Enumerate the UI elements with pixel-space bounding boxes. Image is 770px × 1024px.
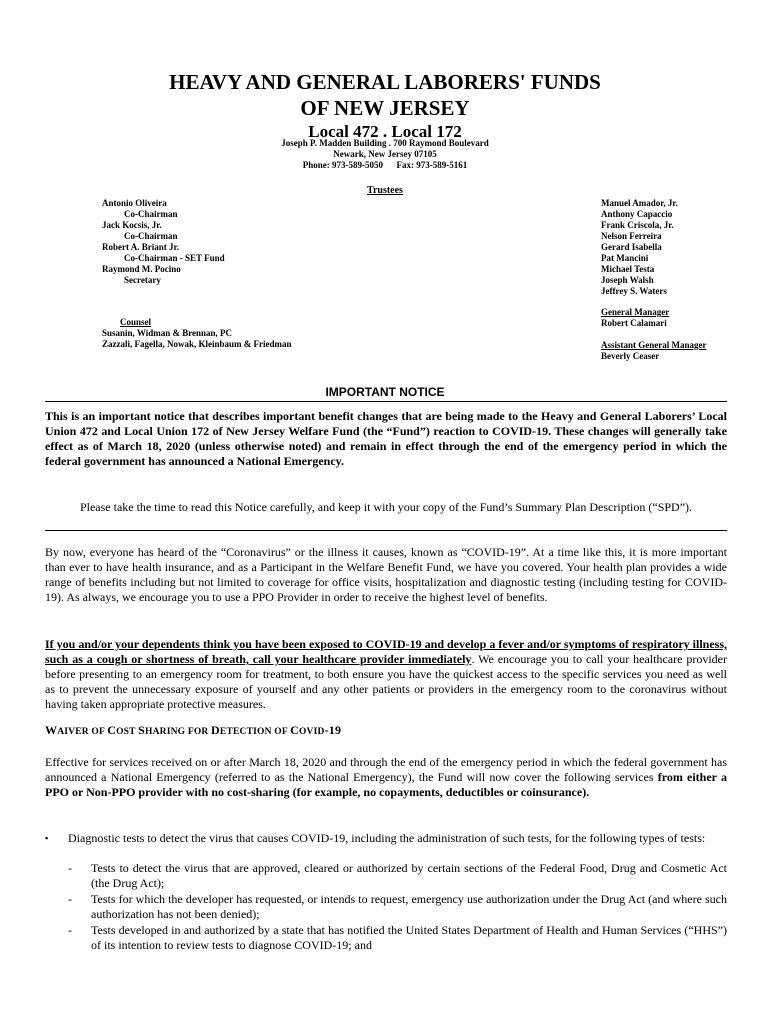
trustees-heading: Trustees [367, 185, 403, 196]
trustee-name: Joseph Walsh [601, 275, 654, 285]
trustee-name: Anthony Capaccio [601, 209, 673, 219]
sub-item-text: Tests for which the developer has requested, or intends to request, emergency use authorization under the Drug Act (and where such authorization has not been denied); [91, 892, 727, 921]
effective-bold-text: from either a PPO or Non-PPO provider with no cost-sharing (for example, no copayments, deductibles or coinsurance). [45, 770, 727, 799]
bullet-icon: ▪ [45, 833, 49, 843]
exposure-instruction: If you and/or your dependents think you have been exposed to COVID-19 and develop a fever and/or symptoms of respiratory illness, such as a cough or shortness of breath, call your healthcare provider immediately [45, 637, 727, 666]
heading-part: OST [116, 727, 139, 737]
locals-line: Local 472 . Local 172 [308, 122, 462, 141]
assistant-general-manager-block [601, 340, 707, 362]
effective-text: Effective for services received on or after March 18, 2020 and through the end of the emergency period in which the federal government has announced a National Emergency (referred to as the National Emergency), the Fund will now cover the following services [45, 755, 727, 784]
trustee-name: Manuel Amador, Jr. [601, 198, 678, 208]
trustee-name: Jeffrey S. Waters [601, 286, 667, 296]
divider [45, 530, 727, 531]
dash-icon: - [68, 861, 72, 875]
heading-part: C [290, 723, 299, 737]
trustee-role: Co-Chairman [124, 209, 178, 219]
counsel-heading: Counsel [120, 317, 152, 327]
please-read-paragraph: Please take the time to read this Notice carefully, and keep it with your copy of the Fund’s Summary Plan Description (“SPD”). [79, 500, 693, 514]
trustee-name: Antonio Oliveira [102, 198, 167, 208]
heading-part: -19 [324, 723, 342, 737]
trustee-name: Robert A. Briant Jr. [102, 242, 179, 252]
sub-item-text: Tests developed in and authorized by a state that has notified the United States Department of Health and Human Services (“HHS”) of its intention to review tests to diagnose COVID-19; and [91, 923, 727, 952]
general-manager-heading: General Manager [601, 307, 670, 317]
counsel-firm: Susanin, Widman & Brennan, PC [102, 328, 233, 338]
general-manager-name: Robert Calamari [601, 318, 667, 328]
trustee-role: Co-Chairman [124, 231, 178, 241]
dash-icon: - [68, 923, 72, 937]
phone-fax-line: Phone: 973-589-5050 Fax: 973-589-5161 [302, 160, 468, 170]
heading-part: C [107, 723, 117, 737]
counsel-block [102, 317, 292, 350]
exposure-details: . We encourage you to call your healthcare provider before presenting to an emergency room for treatment, to both ensure you have the quickest access to the specific services you need as well as to prevent the unnecessary exposure of yourself and any other patients or providers in the emergency room to the coronavirus without having taken appropriate protective measures. [45, 652, 727, 711]
counsel-firm: Zazzali, Fagella, Nowak, Kleinbaum & Friedman [102, 339, 292, 349]
trustee-name: Jack Kocsis, Jr. [102, 220, 162, 230]
trustee-role: Secretary [124, 275, 161, 285]
trustee-name: Gerard Isabella [601, 242, 662, 252]
intro-paragraph: This is an important notice that describes important benefit changes that are being made to the Heavy and General Laborers’ Local Union 472 and Local Union 172 of New Jersey Welfare Fund (the “Fund”) reaction to COVID-19. These changes will generally take effect as of March 18, 2020 (unless otherwise noted) and remain in effect through the end of the emergency period in which the federal government has announced a National Emergency. [45, 409, 727, 468]
bullet-text: Diagnostic tests to detect the virus that causes COVID-19, including the administration of such tests, for the following types of tests: [68, 831, 706, 845]
trustee-role: Co-Chairman - SET Fund [124, 253, 225, 263]
assistant-general-manager-heading: Assistant General Manager [601, 340, 707, 350]
heading-part: AIVER OF [57, 727, 108, 737]
heading-part: OVID [298, 727, 325, 737]
heading-part: S [138, 723, 145, 737]
trustee-name: Pat Mancini [601, 253, 649, 263]
trustee-name: Frank Criscola, Jr. [601, 220, 674, 230]
coronavirus-paragraph: By now, everyone has heard of the “Coronavirus” or the illness it causes, known as “COVID-19”. At a time like this, it is more important than ever to have health insurance, and as a Participant in the Welfare Benefit Fund, we have you covered. Your health plan provides a wide range of benefits including but not limited to coverage for office visits, hospitalization and diagnostic testing (including testing for COVID-19). As always, we encourage you to use a PPO Provider in order to receive the highest level of benefits. [45, 545, 727, 604]
dash-icon: - [68, 892, 72, 906]
heading-part: D [211, 723, 220, 737]
address-line2: Newark, New Jersey 07105 [333, 149, 437, 159]
waiver-heading [45, 723, 341, 738]
general-manager-block [601, 307, 669, 329]
heading-part: HARING FOR [144, 727, 212, 737]
assistant-general-manager-name: Beverly Ceaser [601, 351, 660, 361]
heading-part: ETECTION OF [219, 727, 291, 737]
trustee-name: Michael Testa [601, 264, 655, 274]
trustee-name: Nelson Ferreira [601, 231, 662, 241]
trustees-left-column [102, 198, 225, 286]
trustees-right-column [601, 198, 678, 297]
trustee-name: Raymond M. Pocino [102, 264, 181, 274]
waiver-effective-paragraph [45, 755, 727, 800]
address-line1: Joseph P. Madden Building . 700 Raymond Boulevard [281, 138, 489, 148]
fund-title-line1: HEAVY AND GENERAL LABORERS' FUNDS [169, 70, 601, 94]
exposure-paragraph [45, 637, 727, 712]
divider [45, 401, 727, 402]
sub-item-text: Tests to detect the virus that are approved, cleared or authorized by certain sections of the Federal Food, Drug and Cosmetic Act (the Drug Act); [91, 861, 727, 890]
heading-part: W [45, 723, 58, 737]
fund-title-line2: OF NEW JERSEY [300, 96, 470, 120]
important-notice-heading: IMPORTANT NOTICE [325, 385, 445, 399]
